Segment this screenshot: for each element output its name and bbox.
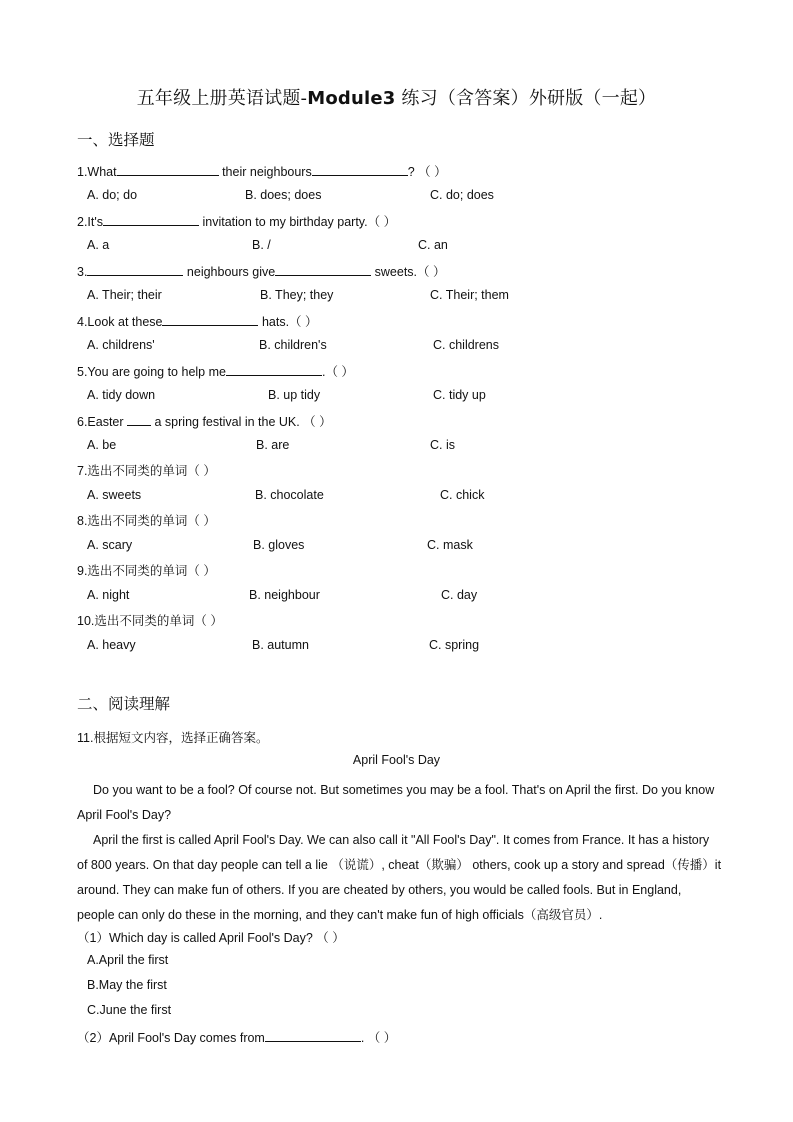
q5-stem: 5.You are going to help me — [77, 365, 226, 379]
question-2 — [77, 212, 396, 230]
q3-option-b: B. They; they — [260, 288, 334, 302]
q7-option-b: B. chocolate — [255, 488, 324, 502]
q5-option-b: B. up tidy — [268, 388, 321, 402]
q9-option-c: C. day — [441, 588, 478, 602]
question-7: 7.选出不同类的单词（ ） — [77, 464, 216, 478]
q6-blank — [127, 413, 151, 426]
question-6 — [77, 412, 332, 430]
q4-option-b: B. children's — [259, 338, 327, 352]
sub-question-2 — [77, 1028, 396, 1046]
q3-blank-2 — [275, 263, 371, 276]
q1-option-b: B. does; does — [245, 188, 322, 202]
question-3 — [77, 262, 446, 280]
q6-option-a: A. be — [87, 438, 117, 452]
sub1-option-c: C.June the first — [87, 1003, 172, 1017]
question-9: 9.选出不同类的单词（ ） — [77, 564, 216, 578]
q5-option-c: C. tidy up — [433, 388, 486, 402]
passage-title: April Fool's Day — [352, 753, 441, 767]
title-module: Module3 — [307, 88, 396, 109]
sub2-blank — [265, 1029, 361, 1042]
section-heading-reading: 二、阅读理解 — [77, 695, 171, 713]
q3-option-c: C. Their; them — [430, 288, 509, 302]
q6-end: a spring festival in the UK. （ ） — [151, 415, 332, 429]
q6-option-b: B. are — [256, 438, 290, 452]
q8-option-a: A. scary — [87, 538, 133, 552]
q4-stem: 4.Look at these — [77, 315, 163, 329]
q1-option-c: C. do; does — [430, 188, 494, 202]
section-heading-choice: 一、选择题 — [77, 131, 155, 149]
q6-option-c: C. is — [430, 438, 455, 452]
q1-mid: their neighbours — [218, 165, 312, 179]
q4-option-c: C. childrens — [433, 338, 499, 352]
q7-option-c: C. chick — [440, 488, 485, 502]
q2-blank — [103, 213, 199, 226]
q7-option-a: A. sweets — [87, 488, 142, 502]
q9-option-a: A. night — [87, 588, 130, 602]
sub2-end: . （ ） — [360, 1031, 397, 1045]
q3-option-a: A. Their; their — [87, 288, 162, 302]
q10-option-c: C. spring — [429, 638, 480, 652]
title-prefix: 五年级上册英语试题- — [136, 88, 308, 109]
q1-end: ? （ ） — [407, 165, 447, 179]
q2-mid: invitation to my birthday party.（ ） — [199, 215, 397, 229]
passage-paragraph-1: Do you want to be a fool? Of course not. But sometimes you may be a fool. That's on April the first. Do you know April Fool's Day? — [77, 783, 715, 822]
page-title — [0, 84, 793, 110]
q10-option-b: B. autumn — [252, 638, 309, 652]
q3-blank-1 — [87, 263, 183, 276]
sub-question-1: （1）Which day is called April Fool's Day? （ ） — [77, 931, 345, 945]
question-4 — [77, 312, 318, 330]
q8-option-b: B. gloves — [253, 538, 305, 552]
q1-blank-1 — [117, 163, 219, 176]
q3-mid: neighbours give — [183, 265, 276, 279]
question-8: 8.选出不同类的单词（ ） — [77, 514, 216, 528]
question-11: 11.根据短文内容，选择正确答案。 — [77, 731, 269, 745]
q6-stem: 6.Easter — [77, 415, 128, 429]
question-10: 10.选出不同类的单词（ ） — [77, 614, 223, 628]
q3-end: sweets.（ ） — [371, 265, 446, 279]
q5-blank — [226, 363, 322, 376]
q2-option-c: C. an — [418, 238, 448, 252]
q1-option-a: A. do; do — [87, 188, 138, 202]
q9-option-b: B. neighbour — [249, 588, 320, 602]
q2-option-b: B. / — [252, 238, 271, 252]
question-1 — [77, 162, 447, 180]
q4-option-a: A. childrens' — [87, 338, 155, 352]
q3-stem: 3. — [77, 265, 88, 279]
q5-option-a: A. tidy down — [87, 388, 156, 402]
q4-mid: hats.（ ） — [258, 315, 318, 329]
q2-option-a: A. a — [87, 238, 110, 252]
q10-option-a: A. heavy — [87, 638, 136, 652]
passage-paragraph-2: April the first is called April Fool's Day. We can also call it "All Fool's Day". It comes from France. It has a history of 800 years. On that day people can tell a lie （说谎）, cheat（欺骗） others, cook up a story and spread（传播）it around. They can make fun of others. If you are cheated by others, you would be called fools. But in England, people can only do these in the morning, and they can't make fun of high officials（高级官员）. — [77, 833, 722, 922]
sub1-option-a: A.April the first — [87, 953, 169, 967]
title-suffix: 练习（含答案）外研版（一起） — [395, 88, 657, 109]
q2-stem: 2.It's — [77, 215, 104, 229]
q8-option-c: C. mask — [427, 538, 473, 552]
q4-blank — [162, 313, 258, 326]
sub1-option-b: B.May the first — [87, 978, 167, 992]
q1-blank-2 — [312, 163, 408, 176]
q5-end: .（ ） — [321, 365, 354, 379]
sub2-stem: （2）April Fool's Day comes from — [77, 1031, 265, 1045]
q1-stem: 1.What — [77, 165, 117, 179]
question-5 — [77, 362, 354, 380]
